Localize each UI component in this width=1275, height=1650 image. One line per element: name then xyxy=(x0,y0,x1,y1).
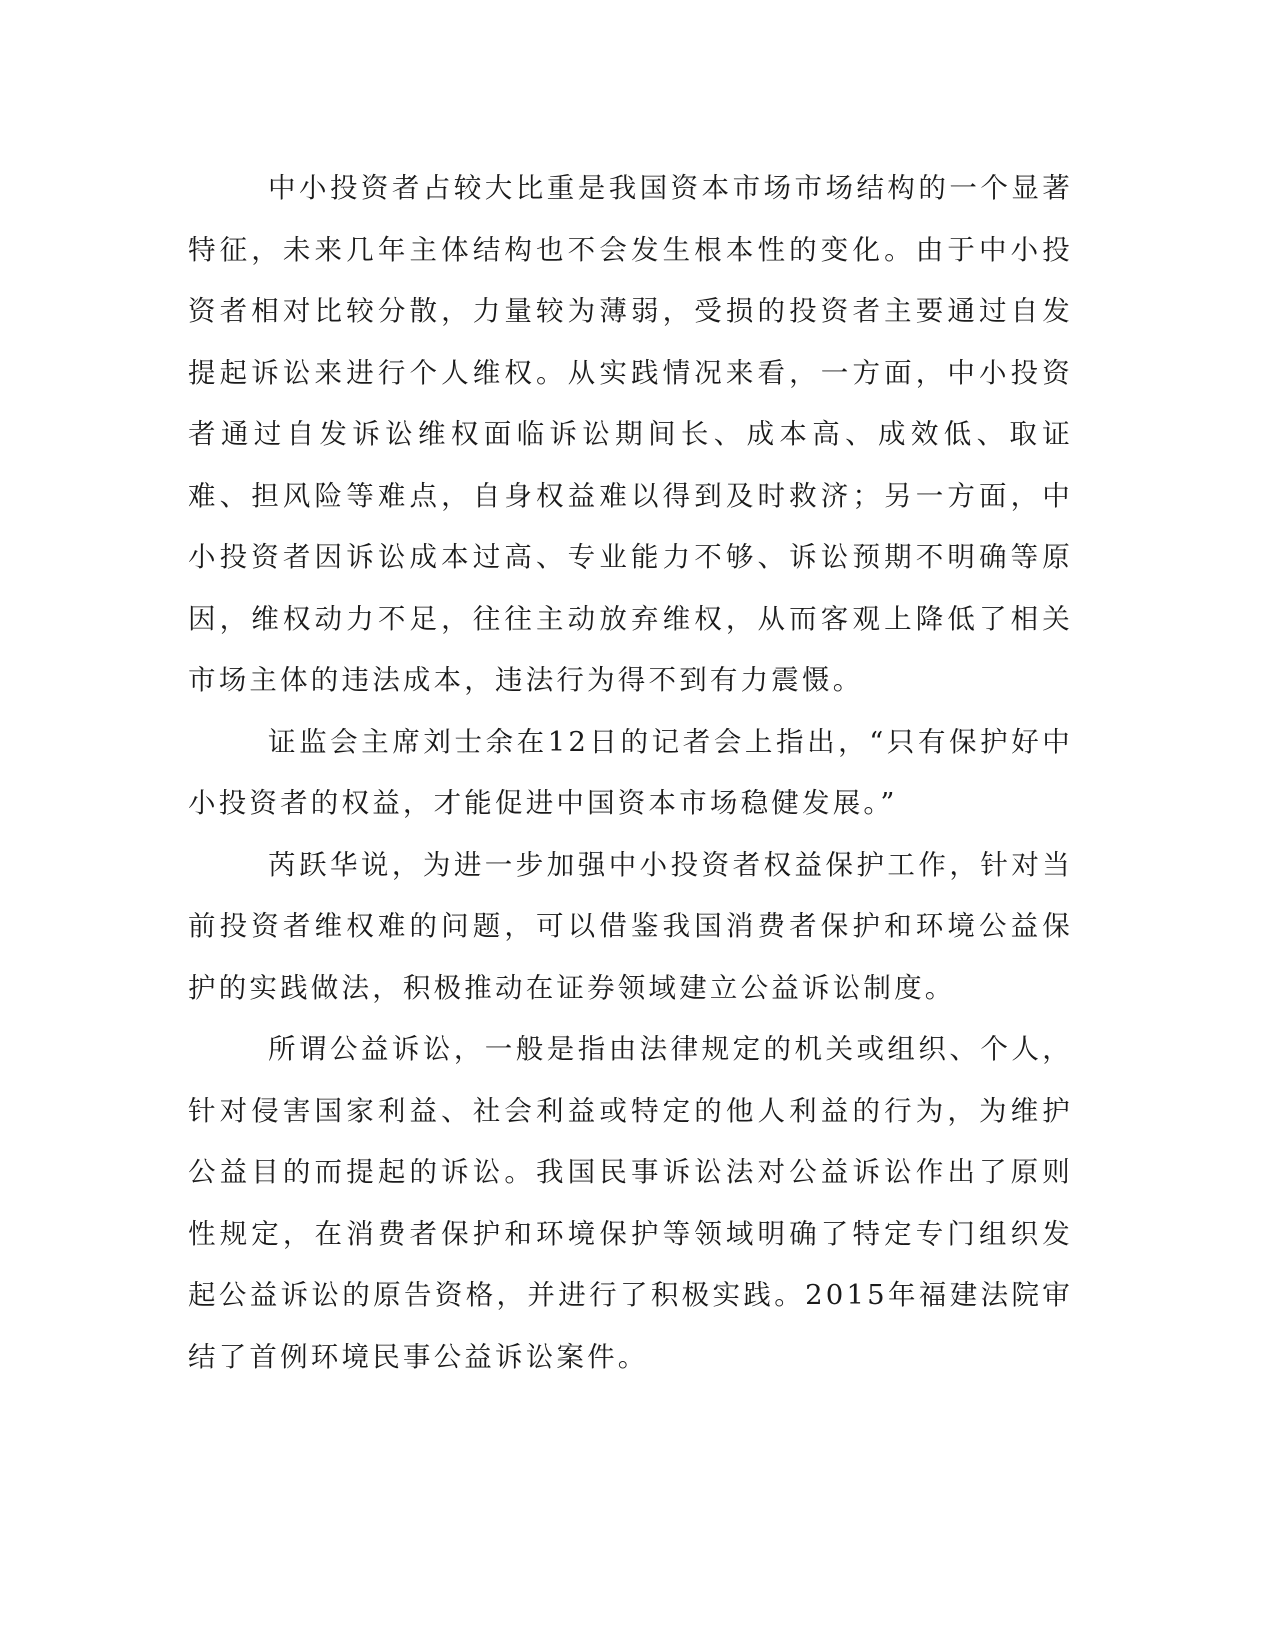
paragraph-public-interest-litigation: 所谓公益诉讼，一般是指由法律规定的机关或组织、个人，针对侵害国家利益、社会利益或特定的他人利益的行为，为维护公益目的而提起的诉讼。我国民事诉讼法对公益诉讼作出了原则性规定，在消费者保护和环境保护等领域明确了特定专门组织发起公益诉讼的原告资格，并进行了积极实践。2015年福建法院审结了首例环境民事公益诉讼案件。 xyxy=(188,1033,1073,1373)
paragraph-investor-structure: 中小投资者占较大比重是我国资本市场市场结构的一个显著特征，未来几年主体结构也不会发生根本性的变化。由于中小投资者相对比较分散，力量较为薄弱，受损的投资者主要通过自发提起诉讼来进行个人维权。从实践情况来看，一方面，中小投资者通过自发诉讼维权面临诉讼期间长、成本高、成效低、取证难、担风险等难点，自身权益难以得到及时救济；另一方面，中小投资者因诉讼成本过高、专业能力不够、诉讼预期不明确等原因，维权动力不足，往往主动放弃维权，从而客观上降低了相关市场主体的违法成本，违法行为得不到有力震慑。 xyxy=(188,172,1073,696)
paragraph-liu-shiyu-quote: 证监会主席刘士余在12日的记者会上指出，“只有保护好中小投资者的权益，才能促进中国资本市场稳健发展。” xyxy=(188,725,1073,819)
body-text xyxy=(188,158,1073,1388)
paragraph-rui-yuehua-statement: 芮跃华说，为进一步加强中小投资者权益保护工作，针对当前投资者维权难的问题，可以借鉴我国消费者保护和环境公益保护的实践做法，积极推动在证券领域建立公益诉讼制度。 xyxy=(188,848,1073,1004)
